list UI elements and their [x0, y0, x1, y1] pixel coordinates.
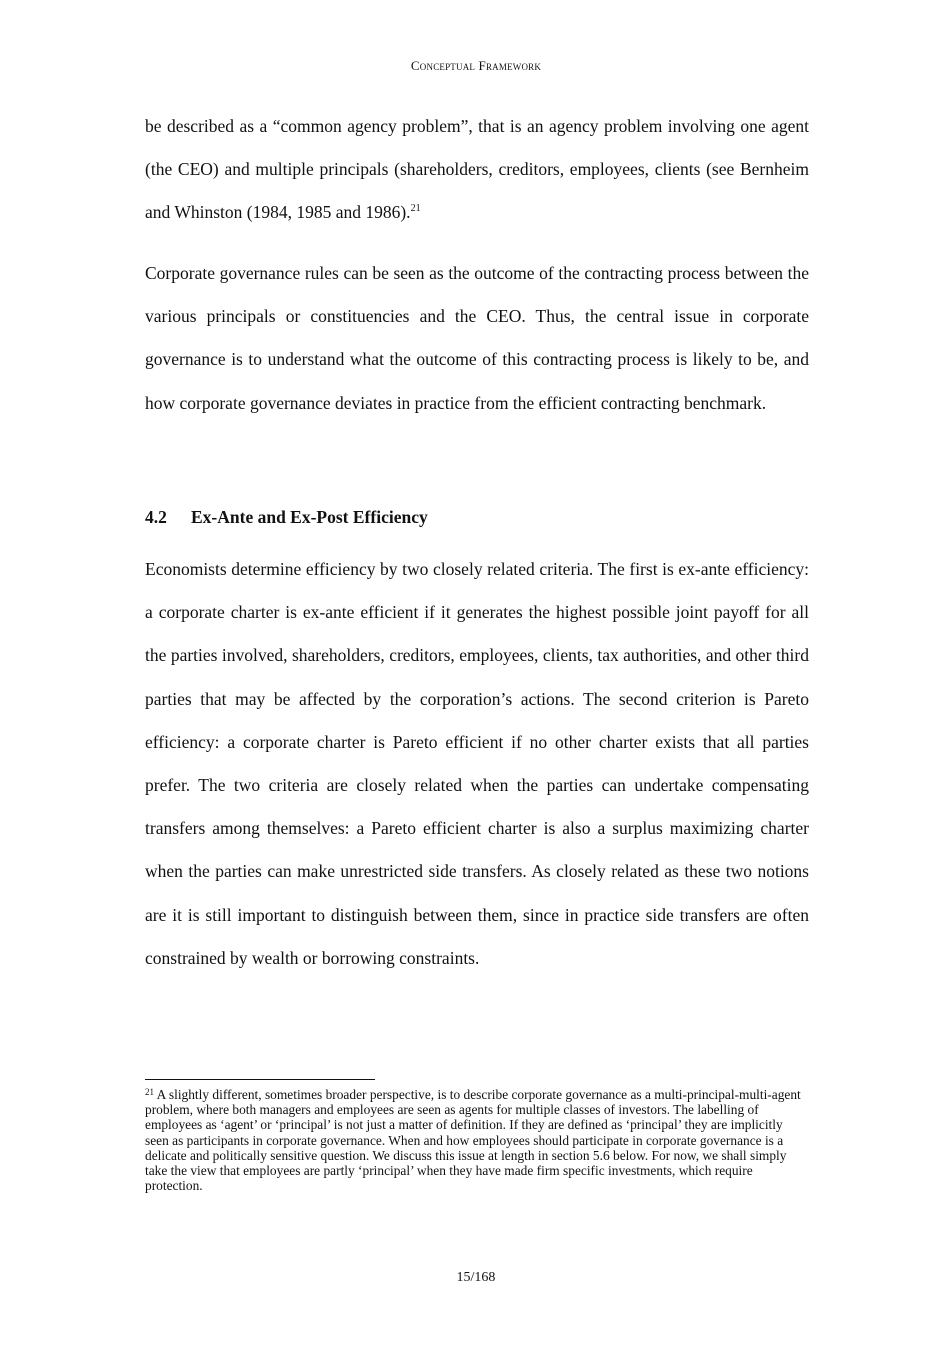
paragraph-text: be described as a “common agency problem”, that is an agency problem involving one agent (the CEO) and multiple principals (shareholders, creditors, employees, clients (see Bernheim and Whinston (1984, 1985 and 1986). [145, 116, 809, 223]
body-paragraph: Corporate governance rules can be seen as the outcome of the contracting process between the various principals or constituencies and the CEO. Thus, the central issue in corporate governance is to understand what the outcome of this contracting process is likely to be, and how corporate governance deviates in practice from the efficient contracting benchmark. [145, 263, 809, 413]
footnote-text: A slightly different, sometimes broader perspective, is to describe corporate governance as a multi-principal-multi-agent problem, where both managers and employees are seen as agents for multiple classes of investors. The labelling of employees as ‘agent’ or ‘principal’ is not just a matter of definition. If they are defined as ‘principal’ they are implicitly seen as participants in corporate governance. When and how employees should participate in corporate governance is a delicate and politically sensitive question. We discuss this issue at length in section 5.6 below. For now, we shall simply take the view that employees are partly ‘principal’ when they have made firm specific investments, which require protection. [145, 1087, 801, 1194]
body-paragraph: Economists determine efficiency by two closely related criteria. The first is ex-ante efficiency: a corporate charter is ex-ante efficient if it generates the highest possible joint payoff for all the parties involved, shareholders, creditors, employees, clients, tax authorities, and other third parties that may be affected by the corporation’s actions. The second criterion is Pareto efficiency: a corporate charter is Pareto efficient if no other charter exists that all parties prefer. The two criteria are closely related when the parties can undertake compensating transfers among themselves: a Pareto efficient charter is also a surplus maximizing charter when the parties can make unrestricted side transfers. As closely related as these two notions are it is still important to distinguish between them, since in practice side transfers are often constrained by wealth or borrowing constraints. [145, 559, 809, 968]
footnote-marker: 21 [145, 1087, 154, 1097]
footnote [145, 1087, 809, 1193]
section-number: 4.2 [145, 507, 167, 527]
running-header: Conceptual Framework [410, 58, 542, 73]
section-heading [145, 507, 428, 528]
footnote-separator [145, 1079, 375, 1080]
body-paragraph [145, 105, 809, 235]
section-title: Ex-Ante and Ex-Post Efficiency [191, 507, 428, 527]
page-number: 15/168 [456, 1270, 496, 1285]
footnote-reference[interactable]: 21 [410, 203, 421, 215]
